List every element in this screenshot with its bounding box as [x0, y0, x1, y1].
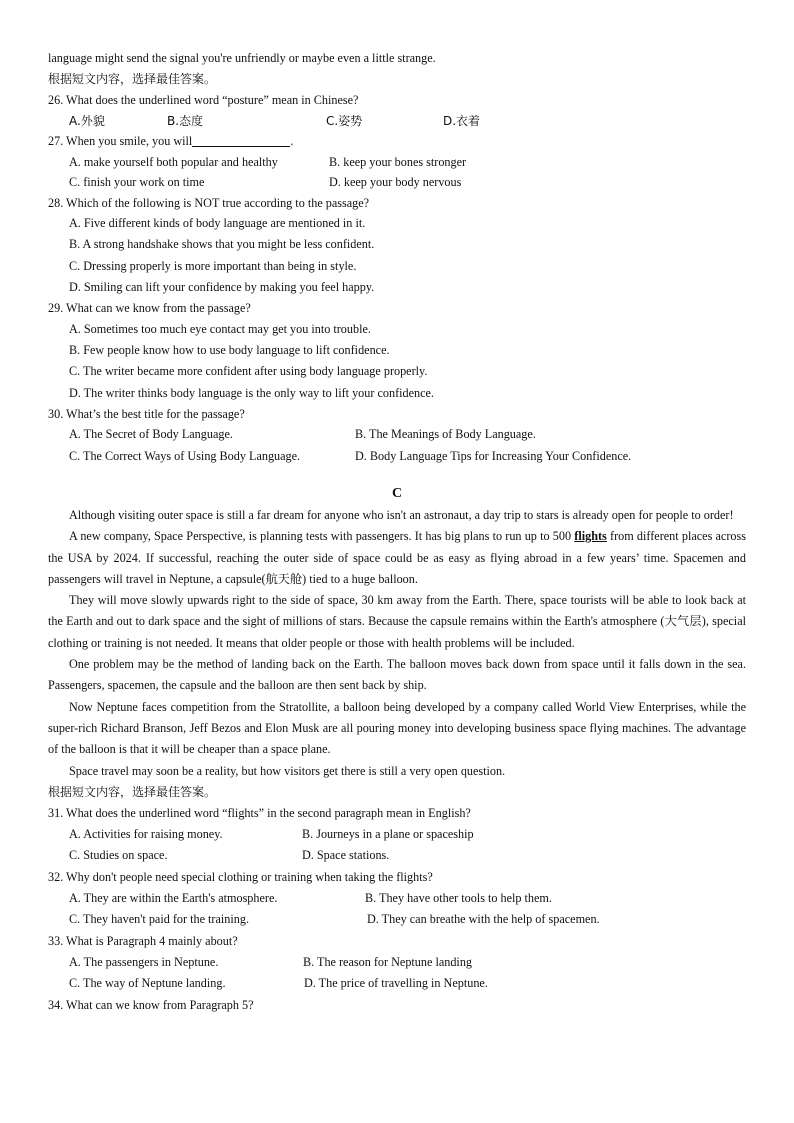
passage-paragraph-2 — [48, 526, 746, 590]
option-27-c[interactable]: C. finish your work on time — [69, 175, 205, 189]
option-29-a[interactable]: A. Sometimes too much eye contact may get you into trouble. — [69, 321, 371, 336]
question-28: 28. Which of the following is NOT true according to the passage? — [48, 195, 370, 210]
option-26-a[interactable]: A.外貌 — [69, 113, 105, 128]
options-32-row2 — [48, 909, 746, 930]
option-32-c[interactable]: C. They haven't paid for the training. — [69, 912, 249, 927]
question-33: 33. What is Paragraph 4 mainly about? — [48, 933, 238, 948]
question-26: 26. What does the underlined word “posture” mean in Chinese? — [48, 93, 359, 107]
question-27-stem: 27. When you smile, you will — [48, 134, 193, 148]
question-27 — [48, 131, 746, 152]
instruction-b: 根据短文内容，选择最佳答案。 — [48, 72, 217, 86]
option-31-c[interactable]: C. Studies on space. — [69, 848, 168, 863]
answer-blank — [192, 133, 290, 147]
paragraph-2-text-before: A new company, Space Perspective, is planning tests with passengers. It has big plans to run up to 500 — [69, 529, 575, 544]
option-27-b[interactable]: B. keep your bones stronger — [329, 154, 467, 169]
options-26 — [48, 111, 746, 132]
option-32-a[interactable]: A. They are within the Earth's atmosphere. — [69, 891, 278, 906]
option-26-c[interactable]: C.姿势 — [326, 113, 363, 128]
option-29-d[interactable]: D. The writer thinks body language is the only way to lift your confidence. — [69, 385, 434, 400]
exam-page — [48, 48, 746, 1016]
question-32: 32. Why don't people need special clothing or training when taking the flights? — [48, 869, 433, 884]
options-31-row2 — [48, 845, 746, 866]
option-30-b[interactable]: B. The Meanings of Body Language. — [355, 427, 536, 442]
options-27-row2 — [48, 172, 746, 193]
options-31-row1 — [48, 824, 746, 845]
option-29-c[interactable]: C. The writer became more confident after using body language properly. — [69, 364, 428, 379]
option-26-d[interactable]: D.衣着 — [443, 113, 481, 128]
passage-paragraph-4: One problem may be the method of landing back on the Earth. The balloon moves back down from space until it falls down in the sea. Passengers, spacemen, the capsule and the balloon are then sent back by ship. — [48, 657, 746, 693]
passage-continuation: language might send the signal you're unfriendly or maybe even a little strange. — [48, 51, 436, 65]
option-31-a[interactable]: A. Activities for raising money. — [69, 827, 223, 842]
option-32-d[interactable]: D. They can breathe with the help of spacemen. — [367, 912, 600, 927]
option-28-a[interactable]: A. Five different kinds of body language are mentioned in it. — [69, 216, 366, 230]
option-30-d[interactable]: D. Body Language Tips for Increasing Your Confidence. — [355, 448, 632, 463]
paragraph-2-text-after: from different places across the USA by 2024. If successful, reaching the outer side of space could be as easy as flying abroad in a few years’ time. Spacemen and passengers will travel in Neptune, a capsule(航天舱) tied to a huge balloon. — [48, 529, 746, 586]
option-33-b[interactable]: B. The reason for Neptune landing — [303, 954, 473, 969]
question-31: 31. What does the underlined word “flights” in the second paragraph mean in English? — [48, 805, 471, 820]
passage-paragraph-1: Although visiting outer space is still a far dream for anyone who isn't an astronaut, a day trip to stars is already open for people to order! — [69, 507, 734, 522]
option-31-b[interactable]: B. Journeys in a plane or spaceship — [302, 827, 474, 842]
option-33-d[interactable]: D. The price of travelling in Neptune. — [304, 976, 488, 991]
passage-paragraph-5: Now Neptune faces competition from the Stratollite, a balloon being developed by a company called World View Enterprises, while the super-rich Richard Branson, Jeff Bezos and Elon Musk are all pouring money into developing business space flying machines. The advantage of the balloon is that it will be cheaper than a space plane. — [48, 699, 746, 757]
passage-paragraph-3: They will move slowly upwards right to the side of space, 30 km away from the Earth. There, space tourists will be able to look back at the Earth and out to dark space and the sight of millions of stars. Because the capsule remains within the Earth's atmosphere (大气层), special clothing or training is not needed. It means that older people or those with health problems will be included. — [48, 593, 746, 650]
option-30-a[interactable]: A. The Secret of Body Language. — [69, 427, 233, 442]
option-32-b[interactable]: B. They have other tools to help them. — [365, 891, 552, 906]
question-27-end: . — [290, 134, 294, 148]
instruction-c: 根据短文内容，选择最佳答案。 — [48, 784, 217, 799]
option-33-c[interactable]: C. The way of Neptune landing. — [69, 976, 226, 991]
option-27-a[interactable]: A. make yourself both popular and healthy — [69, 154, 278, 169]
option-28-b[interactable]: B. A strong handshake shows that you might be less confident. — [69, 237, 375, 252]
question-34: 34. What can we know from Paragraph 5? — [48, 997, 254, 1012]
passage-paragraph-6: Space travel may soon be a reality, but how visitors get there is still a very open question. — [69, 763, 506, 778]
options-27-row1 — [48, 152, 746, 173]
options-33-row1 — [48, 952, 746, 973]
option-29-b[interactable]: B. Few people know how to use body language to lift confidence. — [69, 342, 390, 357]
section-title-c: C — [391, 485, 403, 501]
option-28-c[interactable]: C. Dressing properly is more important than being in style. — [69, 258, 357, 273]
option-31-d[interactable]: D. Space stations. — [302, 848, 390, 863]
option-30-c[interactable]: C. The Correct Ways of Using Body Language. — [69, 448, 301, 463]
underlined-word-flights: flights — [574, 529, 607, 544]
option-27-d[interactable]: D. keep your body nervous — [329, 175, 462, 189]
options-30-row1 — [48, 424, 746, 445]
option-28-d[interactable]: D. Smiling can lift your confidence by making you feel happy. — [69, 279, 375, 294]
options-32-row1 — [48, 888, 746, 909]
options-33-row2 — [48, 973, 746, 994]
question-29: 29. What can we know from the passage? — [48, 301, 251, 316]
options-30-row2 — [48, 446, 746, 467]
option-26-b[interactable]: B.态度 — [167, 113, 204, 128]
option-33-a[interactable]: A. The passengers in Neptune. — [69, 954, 219, 969]
question-30: 30. What’s the best title for the passage? — [48, 406, 245, 421]
